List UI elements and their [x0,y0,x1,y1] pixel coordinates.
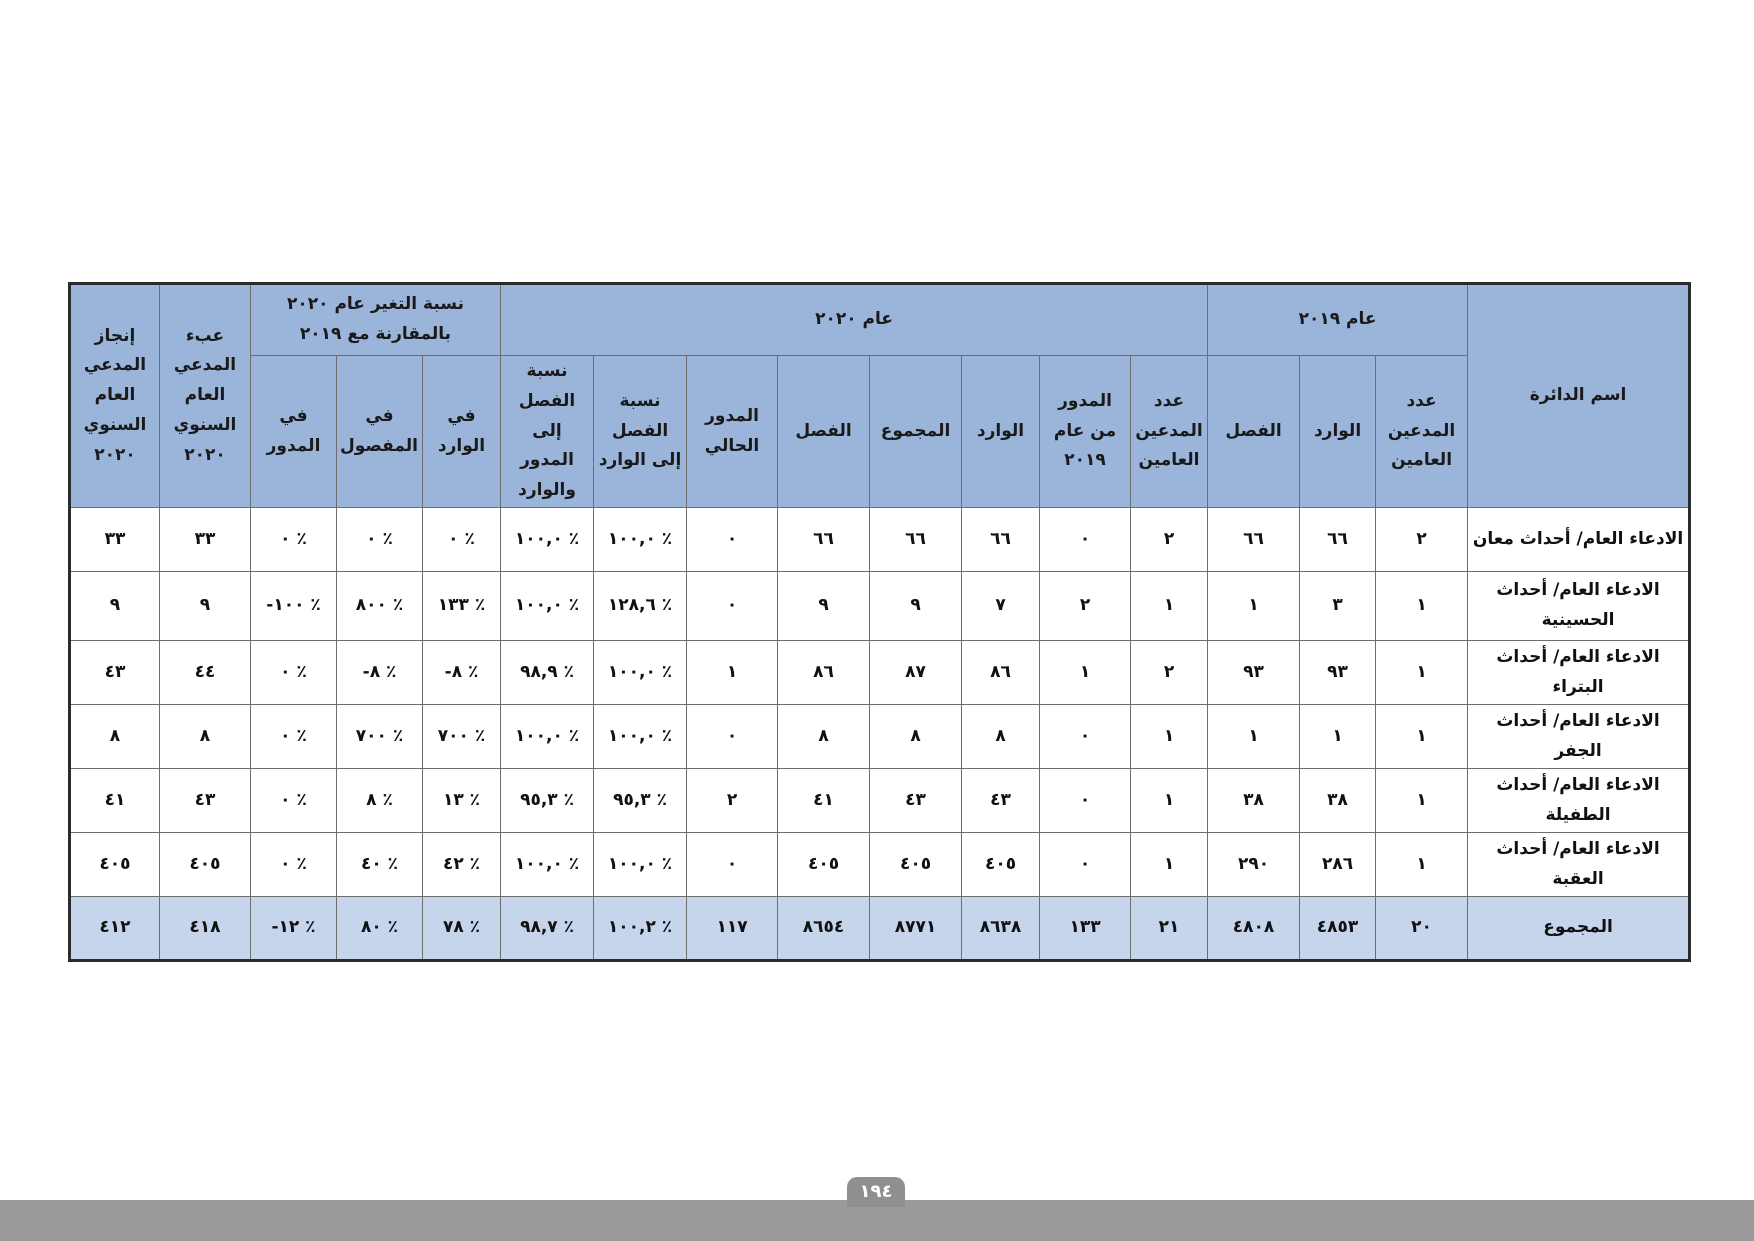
header-name: اسم الدائرة [1468,284,1690,508]
cell: ٦٦ [870,508,962,572]
cell: ٪ ١٠٠,٠ [594,641,687,705]
cell: ٠ [1040,508,1131,572]
cell: ٪ ١٠٠,٠ [594,705,687,769]
cell: ٪ ٧٠٠ [337,705,423,769]
total-cell: ٤١٨ [160,897,251,961]
total-cell: ٪ ١٠٠,٢ [594,897,687,961]
cell: ١ [1131,572,1208,641]
header-row-sub [70,356,1690,508]
cell: ١ [1208,572,1300,641]
cell: ٤٣ [870,769,962,833]
header-2020-ratio-carried-incoming: نسبة الفصل إلى المدور والوارد [501,356,594,508]
cell: ٪ ١٣٣ [423,572,501,641]
total-cell: ١١٧ [687,897,778,961]
cell: ٨٦ [778,641,870,705]
cell: ١ [1376,572,1468,641]
cell: ٤٤ [160,641,251,705]
cell: ١ [1300,705,1376,769]
header-2020-current-carried: المدور الحالي [687,356,778,508]
header-achievement: إنجاز المدعي العام السنوي ٢٠٢٠ [70,284,160,508]
cell: ٢ [1040,572,1131,641]
cell: ١ [1131,705,1208,769]
row-name: الادعاء العام/ أحداث الجفر [1468,705,1690,769]
cell: ٨ [70,705,160,769]
cell: ٠ [1040,833,1131,897]
cell: ٩٣ [1208,641,1300,705]
cell: ٪ ٠ [423,508,501,572]
total-cell: ٤٨٠٨ [1208,897,1300,961]
cell: ٪ ٩٥,٣ [501,769,594,833]
cell: ١ [1376,833,1468,897]
total-cell: ٢١ [1131,897,1208,961]
cell: ٢ [1131,641,1208,705]
cell: ٠ [687,508,778,572]
cell: ٪ ٤٢ [423,833,501,897]
cell: ٤٠٥ [70,833,160,897]
header-2020-carried: المدور من عام ٢٠١٩ [1040,356,1131,508]
header-2020-count: عدد المدعين العامين [1131,356,1208,508]
total-cell: ٪ ٧٨ [423,897,501,961]
cell: ٠ [1040,769,1131,833]
header-row-groups [70,284,1690,356]
cell: ٤١ [70,769,160,833]
cell: ٣٣ [70,508,160,572]
table-row [70,508,1690,572]
cell: ٨٧ [870,641,962,705]
cell: ٩ [160,572,251,641]
cell: ٪ ٨- [423,641,501,705]
cell: ٢ [687,769,778,833]
total-cell: ٤٨٥٣ [1300,897,1376,961]
cell: ٪ ٨ [337,769,423,833]
cell: ٪ ٠ [251,508,337,572]
cell: ٪ ٠ [337,508,423,572]
header-2020-resolved: الفصل [778,356,870,508]
total-cell: ٤١٢ [70,897,160,961]
cell: ٪ ٠ [251,705,337,769]
cell: ٠ [687,705,778,769]
cell: ٩ [778,572,870,641]
cell: ٣٨ [1300,769,1376,833]
table-row [70,833,1690,897]
cell: ٩ [70,572,160,641]
cell: ١ [1040,641,1131,705]
cell: ٢ [1131,508,1208,572]
cell: ٪ ١٣ [423,769,501,833]
cell: ٪ ٠ [251,833,337,897]
cell: ٪ ٤٠ [337,833,423,897]
cell: ٠ [1040,705,1131,769]
cell: ٦٦ [1208,508,1300,572]
cell: ٪ ٩٨,٩ [501,641,594,705]
cell: ٪ ٠ [251,769,337,833]
row-name: الادعاء العام/ أحداث معان [1468,508,1690,572]
cell: ٤٠٥ [778,833,870,897]
row-name: الادعاء العام/ أحداث الحسينية [1468,572,1690,641]
total-cell: ٨٦٣٨ [962,897,1040,961]
cell: ٩ [870,572,962,641]
cell: ٩٣ [1300,641,1376,705]
cell: ٠ [687,572,778,641]
table-row [70,572,1690,641]
cell: ٪ ٧٠٠ [423,705,501,769]
cell: ٨ [160,705,251,769]
row-name: الادعاء العام/ أحداث العقبة [1468,833,1690,897]
header-2020-incoming: الوارد [962,356,1040,508]
total-cell: ٪ ٨٠ [337,897,423,961]
cell: ٤٣ [962,769,1040,833]
row-name: الادعاء العام/ أحداث البتراء [1468,641,1690,705]
total-cell: ١٣٣ [1040,897,1131,961]
cell: ١ [1131,833,1208,897]
header-2020-ratio-incoming: نسبة الفصل إلى الوارد [594,356,687,508]
cell: ٨ [778,705,870,769]
cell: ٤٠٥ [870,833,962,897]
total-cell: ٨٧٧١ [870,897,962,961]
cell: ٤٠٥ [962,833,1040,897]
table-row [70,641,1690,705]
cell: ٢٩٠ [1208,833,1300,897]
cell: ٤٣ [70,641,160,705]
page-number: ١٩٤ [847,1177,905,1207]
table-row [70,769,1690,833]
header-change-resolved: في المفصول [337,356,423,508]
total-row [70,897,1690,961]
total-cell: ٪ ٩٨,٧ [501,897,594,961]
cell: ٪ ١٠٠- [251,572,337,641]
cell: ١ [687,641,778,705]
cell: ٣٣ [160,508,251,572]
cell: ٪ ١٠٠,٠ [501,572,594,641]
cell: ٠ [687,833,778,897]
cell: ٨ [870,705,962,769]
cell: ٣٨ [1208,769,1300,833]
cell: ٦٦ [778,508,870,572]
cell: ٨٦ [962,641,1040,705]
cell: ٤٣ [160,769,251,833]
header-2019-resolved: الفصل [1208,356,1300,508]
total-cell: ٪ ١٢- [251,897,337,961]
cell: ٪ ٠ [251,641,337,705]
header-2020-total: المجموع [870,356,962,508]
header-change: نسبة التغير عام ٢٠٢٠ بالمقارنة مع ٢٠١٩ [251,284,501,356]
header-2019-incoming: الوارد [1300,356,1376,508]
cell: ٪ ١٠٠,٠ [501,833,594,897]
cell: ٪ ٨- [337,641,423,705]
header-year-2019: عام ٢٠١٩ [1208,284,1468,356]
cell: ٦٦ [1300,508,1376,572]
cell: ٪ ١٢٨,٦ [594,572,687,641]
table-row [70,705,1690,769]
cell: ٤٠٥ [160,833,251,897]
row-name: الادعاء العام/ أحداث الطفيلة [1468,769,1690,833]
total-cell: ٨٦٥٤ [778,897,870,961]
cell: ٢ [1376,508,1468,572]
cell: ٣ [1300,572,1376,641]
cell: ٧ [962,572,1040,641]
statistics-table [68,282,1691,962]
header-burden: عبء المدعي العام السنوي ٢٠٢٠ [160,284,251,508]
cell: ٦٦ [962,508,1040,572]
statistics-table-container [68,282,1688,962]
cell: ١ [1376,705,1468,769]
cell: ٪ ١٠٠,٠ [501,705,594,769]
header-change-incoming: في الوارد [423,356,501,508]
cell: ٢٨٦ [1300,833,1376,897]
total-cell: ٢٠ [1376,897,1468,961]
cell: ٨ [962,705,1040,769]
cell: ٪ ٩٥,٣ [594,769,687,833]
cell: ١ [1208,705,1300,769]
cell: ٤١ [778,769,870,833]
header-year-2020: عام ٢٠٢٠ [501,284,1208,356]
cell: ٪ ١٠٠,٠ [501,508,594,572]
cell: ٪ ١٠٠,٠ [594,833,687,897]
cell: ١ [1376,769,1468,833]
header-change-carried: في المدور [251,356,337,508]
cell: ١ [1131,769,1208,833]
cell: ١ [1376,641,1468,705]
cell: ٪ ١٠٠,٠ [594,508,687,572]
cell: ٪ ٨٠٠ [337,572,423,641]
header-2019-count: عدد المدعين العامين [1376,356,1468,508]
total-label: المجموع [1468,897,1690,961]
